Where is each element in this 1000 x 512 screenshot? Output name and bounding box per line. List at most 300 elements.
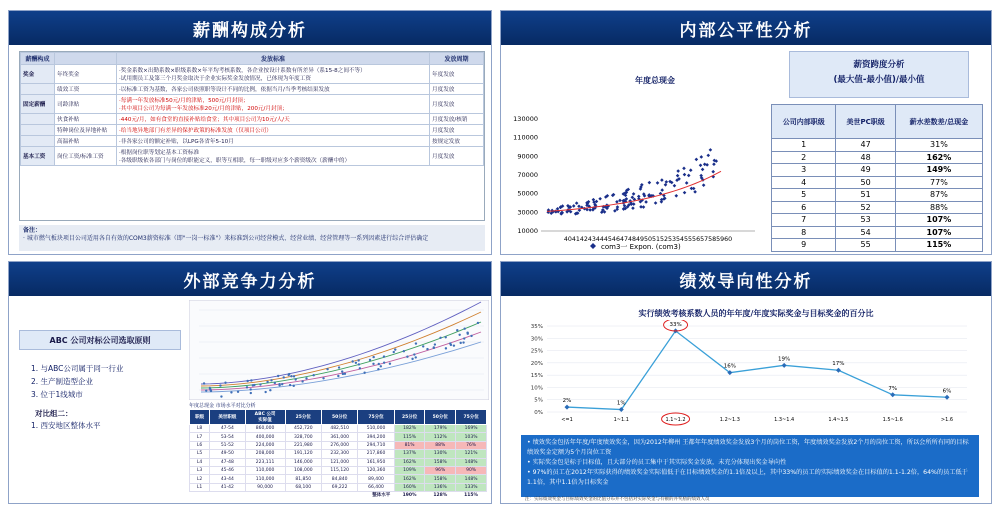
spread-cell: 149% xyxy=(895,164,982,177)
market-point xyxy=(259,383,261,385)
salary-cell: ·每满一年发放标准50元/月的津贴，500元/月封顶； ·其中项目公司为每满一年发放标准20元/月的津贴，200元/月封顶； xyxy=(117,95,430,114)
market-point xyxy=(246,380,248,382)
data-label: 1% xyxy=(616,400,626,407)
market-point xyxy=(393,351,395,353)
salary-row xyxy=(21,84,484,95)
spread-box-sub: (最大值-最小值)/最小值 xyxy=(833,75,925,85)
market-cell: 110,000 xyxy=(245,466,285,474)
market-cell: 89,400 xyxy=(358,475,394,483)
market-point xyxy=(250,379,252,381)
market-point xyxy=(363,372,365,374)
legend-marker xyxy=(590,243,596,249)
market-point xyxy=(463,337,465,339)
market-point xyxy=(250,392,252,394)
salary-cell xyxy=(21,136,55,147)
salary-cell: 月度发放 xyxy=(430,84,484,95)
perf-note: 注：实际绩效奖金与目标绩效奖金的比值分布并不包括对实际奖金与有额的并奖励的绩效人员 xyxy=(525,497,710,502)
data-label: 17% xyxy=(832,361,845,368)
competitiveness-panel xyxy=(8,261,492,504)
y-tick-label: 20% xyxy=(530,360,543,367)
market-cell: 90,000 xyxy=(245,483,285,491)
market-point xyxy=(456,329,458,331)
market-cell: 224,000 xyxy=(245,441,285,449)
scatter-point xyxy=(615,200,619,204)
spread-cell: 48 xyxy=(836,151,895,164)
market-cell: 158% xyxy=(425,475,456,483)
salary-cell: 月度发放 xyxy=(430,95,484,114)
market-point xyxy=(249,388,251,390)
market-cell: 112% xyxy=(425,433,456,441)
spread-cell: 107% xyxy=(895,226,982,239)
x-tick-labels: 404142434445464748495051525354555657585960 xyxy=(563,236,733,243)
spread-cell: 4 xyxy=(772,176,836,189)
market-cell: L1 xyxy=(190,483,210,491)
scatter-point xyxy=(702,183,706,187)
spread-cell: 88% xyxy=(895,201,982,214)
salary-cell: 按规定发放 xyxy=(430,136,484,147)
market-point xyxy=(269,389,271,391)
market-point xyxy=(358,363,360,365)
market-point xyxy=(322,377,324,379)
market-point xyxy=(338,366,340,368)
scatter-point xyxy=(690,187,694,191)
market-cell: 158% xyxy=(425,458,456,466)
spread-row xyxy=(772,239,983,252)
salary-row xyxy=(21,65,484,84)
market-cell: 452,720 xyxy=(285,425,321,433)
scatter-point xyxy=(689,168,693,172)
fairness-panel xyxy=(500,10,992,255)
market-point xyxy=(467,333,469,335)
market-point xyxy=(462,341,464,343)
market-point xyxy=(459,342,461,344)
market-cell: 43-44 xyxy=(210,475,245,483)
benchmark-box-title: ABC 公司对标公司选取原则 xyxy=(19,330,181,350)
market-cell: 208,000 xyxy=(245,450,285,458)
market-cell: 160% xyxy=(394,483,425,491)
salary-structure-table xyxy=(19,51,485,221)
legend-label: com3一 Expon. (com3) xyxy=(601,243,681,251)
data-point xyxy=(836,368,841,373)
market-footer xyxy=(190,492,487,499)
market-point xyxy=(278,384,280,386)
market-cell: 162% xyxy=(394,458,425,466)
market-row xyxy=(190,441,487,449)
market-point xyxy=(270,379,272,381)
scatter-point xyxy=(687,174,691,178)
market-cell: 232,300 xyxy=(321,450,357,458)
scatter-point xyxy=(575,201,579,205)
market-cell: 130% xyxy=(425,450,456,458)
market-cell: 328,700 xyxy=(285,433,321,441)
spread-cell: 7 xyxy=(772,214,836,227)
market-cell: 182% xyxy=(394,425,425,433)
notes-text: · 城市燃气板块项目公司适用各自有效的COM3薪资标准（即"一岗一标准"）来标准到公司经营模式、经营业绩、经营管理等一系列因素进行综合评估确定 xyxy=(23,235,429,242)
market-cell: 860,000 xyxy=(245,425,285,433)
spread-cell: 3 xyxy=(772,164,836,177)
perf-chart-title: 实行绩效考核系数人员的年年度/年度实际奖金与目标奖金的百分比 xyxy=(638,309,874,318)
scatter-point xyxy=(618,199,622,203)
salary-cell: 基本工资 xyxy=(21,147,55,166)
market-cell: 136% xyxy=(425,483,456,491)
market-cell: 81,850 xyxy=(285,475,321,483)
market-cell: L6 xyxy=(190,441,210,449)
market-point xyxy=(434,343,436,345)
scatter-point xyxy=(632,192,636,196)
salary-cell: 月度发放/核销 xyxy=(430,114,484,125)
market-point xyxy=(433,347,435,349)
market-cell: 217,860 xyxy=(358,450,394,458)
market-row xyxy=(190,483,487,491)
market-header: 75分位 xyxy=(358,410,394,425)
market-cell: 223,111 xyxy=(245,458,285,466)
market-cell: 88% xyxy=(425,441,456,449)
market-cell: 137% xyxy=(394,450,425,458)
spread-cell: 2 xyxy=(772,151,836,164)
spread-cell: 52 xyxy=(836,201,895,214)
market-point xyxy=(230,391,232,393)
salary-row xyxy=(21,147,484,166)
scatter-point xyxy=(685,181,689,185)
spread-cell: 107% xyxy=(895,214,982,227)
data-point xyxy=(890,392,895,397)
market-table-title: 年度总现金 市场水平对比分析 xyxy=(189,403,256,409)
scatter-point xyxy=(654,201,658,205)
spread-cell: 55 xyxy=(836,239,895,252)
market-point xyxy=(357,359,359,361)
data-point xyxy=(565,405,570,410)
scatter-point xyxy=(683,173,687,177)
y-tick-label: 10000 xyxy=(517,227,538,235)
scatter-point xyxy=(637,195,641,199)
scatter-point xyxy=(598,197,602,201)
spread-cell: 87% xyxy=(895,189,982,202)
market-cell: 191,120 xyxy=(285,450,321,458)
market-cell: 121% xyxy=(456,450,487,458)
market-point xyxy=(380,365,382,367)
series-line xyxy=(567,331,947,410)
x-tick-label: 1.2~1.3 xyxy=(719,417,740,423)
scatter-point xyxy=(656,181,660,185)
salary-header: 发放周期 xyxy=(430,53,484,65)
salary-cell: 绩效工资 xyxy=(55,84,117,95)
y-tick-label: 10% xyxy=(530,385,543,392)
spread-row xyxy=(772,139,983,152)
salary-row xyxy=(21,125,484,136)
salary-notes xyxy=(19,225,485,251)
x-tick-label: 1.5~1.6 xyxy=(882,417,903,423)
market-point xyxy=(274,382,276,384)
market-point xyxy=(264,391,266,393)
market-point xyxy=(266,381,268,383)
market-row xyxy=(190,433,487,441)
benchmark-list xyxy=(31,362,123,401)
benchmark-item: 3. 位于1线城市 xyxy=(31,390,83,399)
market-point xyxy=(337,375,339,377)
scatter-point xyxy=(682,167,686,171)
scatter-point xyxy=(592,198,596,202)
compare-item-text: 西安地区整体水平 xyxy=(40,421,101,430)
salary-row xyxy=(21,95,484,114)
spread-cell: 50 xyxy=(836,176,895,189)
spread-table xyxy=(771,104,983,252)
market-point xyxy=(411,358,413,360)
y-tick-label: 110000 xyxy=(513,133,538,142)
x-tick-label: 1.3~1.4 xyxy=(774,417,795,423)
scatter-point xyxy=(616,205,620,209)
market-point xyxy=(355,362,357,364)
market-footer-label: 整体水平 xyxy=(372,493,391,499)
salary-row xyxy=(21,136,484,147)
market-cell: 361,000 xyxy=(321,433,357,441)
market-point xyxy=(422,345,424,347)
market-cell: 179% xyxy=(425,425,456,433)
market-point xyxy=(313,374,315,376)
scatter-chart xyxy=(505,47,765,252)
market-cell: 109% xyxy=(394,466,425,474)
y-tick-label: 90000 xyxy=(517,152,538,161)
market-point xyxy=(281,383,283,385)
salary-cell: 司龄津贴 xyxy=(55,95,117,114)
market-point xyxy=(415,356,417,358)
market-table-wrap xyxy=(189,402,487,498)
salary-cell: 高温补贴 xyxy=(55,136,117,147)
scatter-point xyxy=(676,169,680,173)
data-point xyxy=(782,363,787,368)
market-cell: 146,000 xyxy=(285,458,321,466)
salary-cell xyxy=(21,84,55,95)
market-point xyxy=(415,342,417,344)
market-point xyxy=(203,382,205,384)
market-cell: 110,000 xyxy=(245,475,285,483)
market-point xyxy=(406,356,408,358)
market-point xyxy=(359,367,361,369)
perf-bullet: • 绩效奖金包括年年度/年度绩效奖金，因为2012年柳州 王都年年度绩效奖金发放3个月的岗位工资，年度绩效奖金发放2个月的岗位工资，所以会所所有同的目标绩效奖金定额为5个月岗位工资 xyxy=(527,439,969,456)
scatter-point xyxy=(631,206,635,210)
market-cell: 120,360 xyxy=(358,466,394,474)
market-cell: 115,120 xyxy=(321,466,357,474)
market-point xyxy=(372,356,374,358)
data-label: 2% xyxy=(562,398,572,405)
market-row xyxy=(190,466,487,474)
market-point xyxy=(210,390,212,392)
spread-cell: 162% xyxy=(895,151,982,164)
spread-cell: 49 xyxy=(836,164,895,177)
y-tick-label: 30000 xyxy=(517,208,538,217)
market-cell: 162% xyxy=(394,475,425,483)
spread-cell: 54 xyxy=(836,226,895,239)
salary-panel-title: 薪酬构成分析 xyxy=(9,11,491,45)
market-cell: 45-46 xyxy=(210,466,245,474)
scatter-point xyxy=(700,155,704,159)
spread-cell: 47 xyxy=(836,139,895,152)
x-tick-label: 1~1.1 xyxy=(613,417,629,423)
market-cell: 161,950 xyxy=(358,458,394,466)
salary-cell: 奖金 xyxy=(21,65,55,84)
market-point xyxy=(219,384,221,386)
market-cell: 81% xyxy=(394,441,425,449)
market-point xyxy=(293,375,295,377)
market-point xyxy=(220,395,222,397)
compare-label: 对比组二： xyxy=(35,409,73,418)
x-tick-label: 1.4~1.5 xyxy=(828,417,849,423)
y-tick-label: 15% xyxy=(530,373,543,380)
x-tick-label: >1.6 xyxy=(940,417,954,423)
market-cell: 400,000 xyxy=(245,433,285,441)
scatter-point xyxy=(588,208,592,212)
spread-row xyxy=(772,151,983,164)
market-cell: 276,000 xyxy=(321,441,357,449)
market-header: 50分位 xyxy=(425,410,456,425)
market-row xyxy=(190,425,487,433)
market-point xyxy=(394,348,396,350)
y-tick-label: 0% xyxy=(534,410,543,416)
market-row xyxy=(190,458,487,466)
market-point xyxy=(293,385,295,387)
spread-row xyxy=(772,214,983,227)
market-point xyxy=(294,378,296,380)
perf-bullets xyxy=(521,435,979,497)
market-footer-cell: 115% xyxy=(464,492,479,498)
market-point xyxy=(224,382,226,384)
market-cell: 482,510 xyxy=(321,425,357,433)
market-point xyxy=(377,368,379,370)
spread-cell: 53 xyxy=(836,214,895,227)
salary-cell: 伙食补贴 xyxy=(55,114,117,125)
market-point xyxy=(252,384,254,386)
salary-cell: ·奖金系数×出勤系数×职级系数×年平均考核系数，各企业按设计系数有所差异（系15-8之间不等） ·试用期员工及第三个月奖金取决于企业实际奖金发放情况，已体现为年度工资 xyxy=(117,65,430,84)
market-cell: 47-54 xyxy=(210,425,245,433)
market-point xyxy=(426,348,428,350)
spread-box-title: 薪资跨度分析 xyxy=(853,60,905,70)
market-header: 25分位 xyxy=(394,410,425,425)
market-cell: 133% xyxy=(456,483,487,491)
market-point xyxy=(383,362,385,364)
fairness-panel-title: 内部公平性分析 xyxy=(501,11,991,45)
salary-cell: ·以标准工资为基数，各家公司依照职等设计不同的比例，依据当月/当季考核结果发放 xyxy=(117,84,430,95)
market-header: 职级 xyxy=(190,410,210,425)
scatter-point xyxy=(706,154,710,158)
market-footer-cell: 128% xyxy=(433,492,448,498)
market-point xyxy=(351,360,353,362)
scatter-point xyxy=(673,184,677,188)
spread-header: 公司内部职级 xyxy=(772,105,836,139)
market-point xyxy=(372,363,374,365)
spread-cell: 9 xyxy=(772,239,836,252)
scatter-point xyxy=(665,180,669,184)
y-tick-label: 25% xyxy=(530,348,543,355)
spread-row xyxy=(772,164,983,177)
market-cell: 394,200 xyxy=(358,433,394,441)
market-header: ABC 公司 实际值 xyxy=(245,410,285,425)
market-header: 美世职级 xyxy=(210,410,245,425)
spread-cell: 5 xyxy=(772,189,836,202)
y-tick-label: 70000 xyxy=(517,171,538,179)
salary-header: 薪酬构成 xyxy=(21,53,55,65)
market-point xyxy=(445,347,447,349)
data-label: 6% xyxy=(942,388,952,395)
salary-cell: ·440元/月，如有食堂的直接补贴给食堂；其中项目公司为10元/人/天 xyxy=(117,114,430,125)
scatter-point xyxy=(660,178,664,182)
scatter-point xyxy=(711,170,715,174)
scatter-point xyxy=(648,181,652,185)
spread-header: 美世PC职级 xyxy=(836,105,895,139)
market-cell: 49-50 xyxy=(210,450,245,458)
salary-cell: 年度发放 xyxy=(430,65,484,84)
y-tick-label: 50000 xyxy=(517,189,538,198)
market-point xyxy=(277,375,279,377)
market-point xyxy=(237,391,239,393)
market-cell: 294,710 xyxy=(358,441,394,449)
competitiveness-panel-title: 外部竞争力分析 xyxy=(9,262,491,296)
salary-cell: 月度发放 xyxy=(430,147,484,166)
market-point xyxy=(445,336,447,338)
market-point xyxy=(326,368,328,370)
performance-panel-title: 绩效导向性分析 xyxy=(501,262,991,296)
scatter-point xyxy=(683,191,687,195)
market-cell: 169% xyxy=(456,425,487,433)
salary-header xyxy=(55,53,117,65)
market-cell: 41-42 xyxy=(210,483,245,491)
scatter-point xyxy=(705,163,709,167)
spread-cell: 115% xyxy=(895,239,982,252)
perf-bullet: • 97%的员工在2012年实际获得的绩效奖金实际值低于在目标绩效奖金的1.1倍及以上，其中33%的员工的实际绩效奖金在目标值的1.1-1.2倍，64%的员工低于1.1倍，其中1.1倍为目标奖金 xyxy=(527,469,968,486)
market-cell: 76% xyxy=(456,441,487,449)
salary-cell: 岗位工资/标准工资 xyxy=(55,147,117,166)
market-point xyxy=(439,337,441,339)
market-point xyxy=(342,373,344,375)
market-curve-chart xyxy=(189,300,489,400)
market-header: 75分位 xyxy=(456,410,487,425)
salary-cell: 年终奖金 xyxy=(55,65,117,84)
salary-row xyxy=(21,114,484,125)
performance-panel xyxy=(500,261,992,504)
market-cell: 108,000 xyxy=(285,466,321,474)
market-point xyxy=(453,344,455,346)
x-tick-label: <=1 xyxy=(561,417,573,423)
market-cell: L5 xyxy=(190,450,210,458)
scatter-point xyxy=(693,190,697,194)
scatter-point xyxy=(676,174,680,178)
market-point xyxy=(383,355,385,357)
market-point xyxy=(305,377,307,379)
market-point xyxy=(341,370,343,372)
salary-cell: 月度发放 xyxy=(430,125,484,136)
salary-cell: 特种岗位及异地补贴 xyxy=(55,125,117,136)
chart-bg xyxy=(189,300,489,400)
salary-cell xyxy=(21,125,55,136)
market-point xyxy=(458,334,460,336)
market-cell: 47-48 xyxy=(210,458,245,466)
market-point xyxy=(450,344,452,346)
salary-header: 发放标准 xyxy=(117,53,430,65)
market-point xyxy=(290,375,292,377)
spread-header: 薪水差数差/总现金 xyxy=(895,105,982,139)
spread-box xyxy=(789,51,969,98)
market-point xyxy=(246,386,248,388)
data-point xyxy=(945,395,950,400)
market-cell: 68,100 xyxy=(285,483,321,491)
market-row xyxy=(190,450,487,458)
market-point xyxy=(378,363,380,365)
market-cell: 121,000 xyxy=(321,458,357,466)
scatter-point xyxy=(699,164,703,168)
perf-bullet: • 实际奖金包是标于目标值，且大部分的员工集中于其实际奖金发放，未充分体现出奖金导向性 xyxy=(527,459,787,466)
scatter-point xyxy=(664,183,668,187)
spread-cell: 77% xyxy=(895,176,982,189)
scatter-point xyxy=(709,148,713,152)
market-cell: L3 xyxy=(190,466,210,474)
